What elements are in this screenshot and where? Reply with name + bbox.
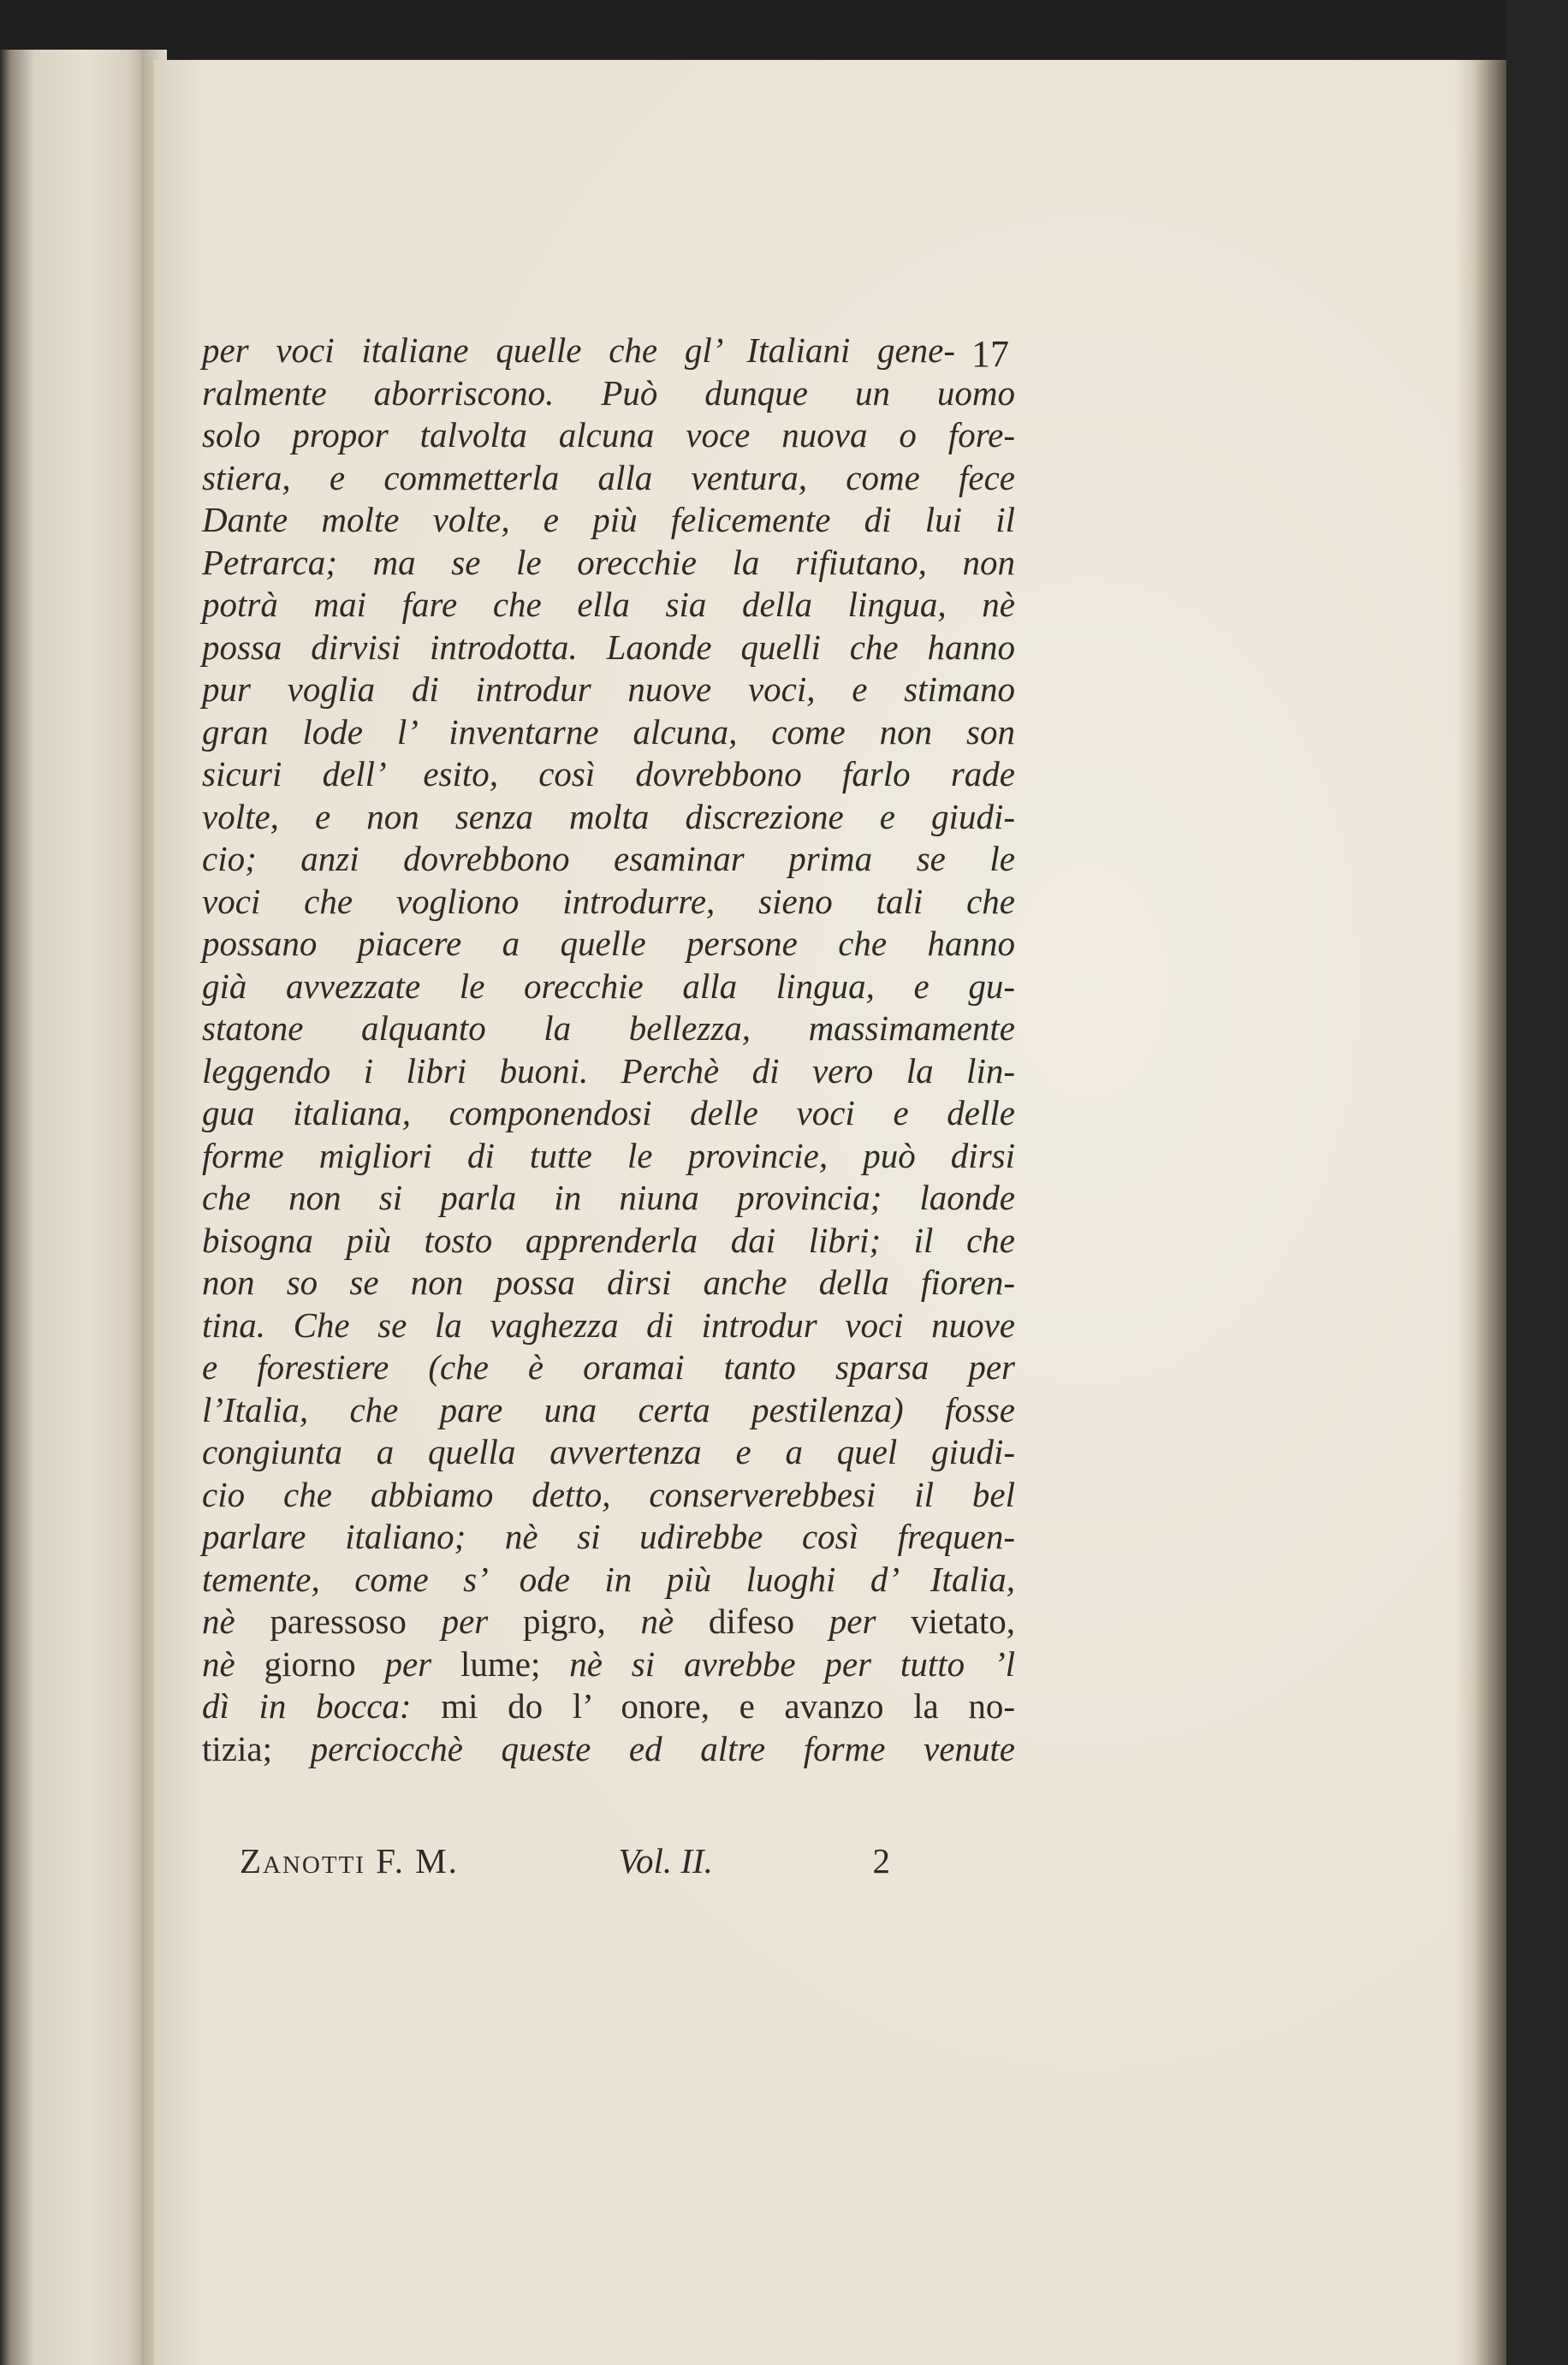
text-segment: vietato, (911, 1601, 1015, 1641)
signature-author: Zanotti F. M. (240, 1841, 459, 1881)
text-segment: mi do l’ onore, e avanzo la no- (441, 1686, 1015, 1726)
text-line: statone alquanto la bellezza, massimamente (202, 1008, 1015, 1048)
text-line: possano piacere a quelle persone che hanno (202, 924, 1015, 963)
text-line: possa dirvisi introdotta. Laonde quelli che hanno (202, 627, 1015, 667)
text-line: gua italiana, componendosi delle voci e delle (202, 1093, 1015, 1132)
text-line: leggendo i libri buoni. Perchè di vero la lin- (202, 1050, 1015, 1090)
text-line: già avvezzate le orecchie alla lingua, e gu- (202, 966, 1015, 1006)
text-segment: nè (202, 1601, 270, 1641)
text-line: sicuri dell’ esito, così dovrebbono farlo rade (202, 754, 1015, 793)
signature-line (240, 1840, 890, 1881)
text-segment: per (829, 1601, 912, 1641)
text-line: congiunta a quella avvertenza e a quel giudi- (202, 1432, 1015, 1471)
left-page-edge (0, 50, 146, 2365)
text-line: l’Italia, che pare una certa pestilenza) fosse (202, 1389, 1015, 1429)
text-line: non so se non possa dirsi anche della fioren- (202, 1263, 1015, 1302)
text-segment: tizia; (202, 1728, 311, 1768)
text-line: gran lode l’ inventarne alcuna, come non son (202, 711, 1015, 752)
text-segment: per (441, 1601, 523, 1641)
text-line: potrà mai fare che ella sia della lingua, nè (202, 585, 1015, 624)
page-right-edge (1455, 60, 1506, 2365)
text-line: bisogna più tosto apprenderla dai libri; il che (202, 1220, 1015, 1260)
text-line: temente, come s’ ode in più luoghi d’ Italia, (202, 1559, 1015, 1599)
text-segment: perciocchè queste ed altre forme venute (310, 1728, 1015, 1768)
text-line: e forestiere (che è oramai tanto sparsa per (202, 1347, 1015, 1387)
text-line: cio; anzi dovrebbono esaminar prima se le (202, 839, 1015, 878)
body-text (202, 330, 1015, 1770)
text-segment: lume; (460, 1643, 570, 1684)
text-line: cio che abbiamo detto, conserverebbesi il bel (202, 1474, 1015, 1514)
text-line (202, 1728, 1015, 1771)
text-segment: nè si avrebbe per tutto ’l (569, 1643, 1016, 1684)
text-segment: paressoso (270, 1601, 442, 1641)
text-line (202, 1643, 1015, 1686)
text-line: tina. Che se la vaghezza di introdur voci nuove (202, 1304, 1015, 1345)
text-segment: per (384, 1643, 461, 1684)
scan-background (1506, 0, 1568, 2365)
text-segment: dì in bocca: (202, 1686, 442, 1726)
text-line (202, 1685, 1015, 1728)
text-line: per voci italiane quelle che gl’ Italiani gene- (202, 330, 955, 370)
text-line: stiera, e commetterla alla ventura, come fece (202, 457, 1015, 497)
text-line: Dante molte volte, e più felicemente di lui il (202, 500, 1015, 539)
text-line: solo propor talvolta alcuna voce nuova o fore- (202, 415, 1015, 455)
text-line: che non si parla in niuna provincia; laonde (202, 1178, 1015, 1217)
text-line: ralmente aborriscono. Può dunque un uomo (202, 372, 1015, 413)
text-segment: nè (202, 1643, 264, 1684)
text-line: forme migliori di tutte le provincie, può dirsi (202, 1135, 1015, 1175)
signature-volume: Vol. II. (618, 1841, 713, 1881)
text-segment: nè (640, 1601, 709, 1641)
text-line: pur voglia di introdur nuove voci, e stimano (202, 669, 1015, 709)
text-segment: pigro, (522, 1601, 641, 1641)
text-line (202, 1601, 1015, 1643)
text-segment: giorno (264, 1643, 385, 1684)
text-line: parlare italiano; nè si udirebbe così frequen- (202, 1517, 1015, 1556)
text-line: voci che vogliono introdurre, sieno tali che (202, 881, 1015, 921)
text-segment: difeso (708, 1601, 829, 1641)
page-number: 17 (971, 333, 1009, 375)
signature-mark: 2 (872, 1841, 890, 1881)
text-line: Petrarca; ma se le orecchie la rifiutano, non (202, 542, 1015, 582)
text-line: volte, e non senza molta discrezione e giudi- (202, 796, 1015, 836)
